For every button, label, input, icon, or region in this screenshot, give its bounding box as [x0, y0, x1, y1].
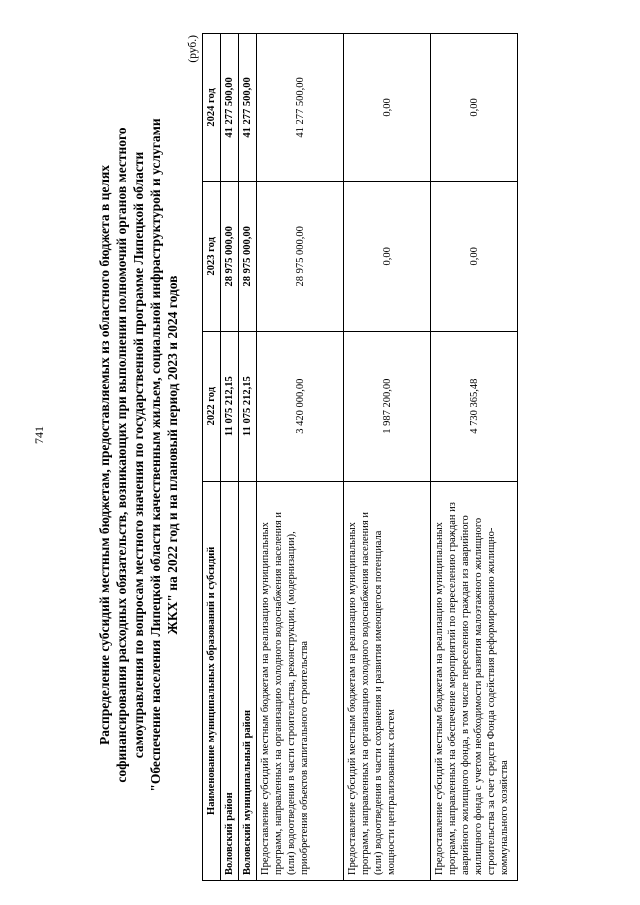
table-row [344, 34, 431, 881]
title-line: ЖКХ" на 2022 год и на плановый период 2023 и 2024 годов [165, 275, 180, 635]
value-2024: 0,00 [431, 34, 518, 182]
header-2023: 2023 год [203, 181, 221, 331]
value-2023: 28 975 000,00 [239, 181, 257, 331]
value-2024: 41 277 500,00 [239, 34, 257, 182]
value-2022: 1 987 200,00 [344, 331, 431, 481]
page-number: 741 [32, 426, 46, 444]
row-name: Воловский муниципальный район [239, 481, 257, 880]
row-name: Воловский район [221, 481, 239, 880]
document-title [96, 35, 181, 875]
unit-label: (руб.) [187, 35, 199, 63]
title-line: софинансирования расходных обязательств, возникающих при выполнении полномочий органов местного [114, 127, 129, 783]
subsidy-table [202, 33, 518, 881]
row-name: Предоставление субсидий местным бюджетам на реализацию муниципальных программ, направленных на организацию холодного водоснабжения населения и (или) водоотведения в части строительства, реконструкции, (модернизации), приобретения объектов капитального строительства [257, 481, 344, 880]
value-2023: 0,00 [344, 181, 431, 331]
table-row [221, 34, 239, 881]
header-2024: 2024 год [203, 34, 221, 182]
value-2023: 28 975 000,00 [221, 181, 239, 331]
row-name: Предоставление субсидий местным бюджетам на реализацию муниципальных программ, направленных на организацию холодного водоснабжения населения и (или) водоотведения в части сохранения и развития имеющегося потенциала мощности централизованных систем [344, 481, 431, 880]
value-2024: 41 277 500,00 [257, 34, 344, 182]
value-2022: 11 075 212,15 [239, 331, 257, 481]
value-2024: 41 277 500,00 [221, 34, 239, 182]
table-row [257, 34, 344, 881]
value-2022: 11 075 212,15 [221, 331, 239, 481]
value-2022: 3 420 000,00 [257, 331, 344, 481]
row-name: Предоставление субсидий местным бюджетам на реализацию муниципальных программ, направленных на обеспечение мероприятий по переселению граждан из аварийного жилищного фонда, в том числе переселению граждан из аварийного жилищного фонда с учетом необходимости развития малоэтажного жилищного строительства за счет средств Фонда содействия реформированию жилищно-коммунального хозяйства [431, 481, 518, 880]
title-line: Распределение субсидий местным бюджетам, предоставляемых из областного бюджета в целях [97, 164, 112, 746]
header-name: Наименование муниципальных образований и субсидий [203, 481, 221, 880]
value-2024: 0,00 [344, 34, 431, 182]
header-2022: 2022 год [203, 331, 221, 481]
value-2023: 28 975 000,00 [257, 181, 344, 331]
value-2022: 4 730 365,48 [431, 331, 518, 481]
table-row [431, 34, 518, 881]
title-line: самоуправления по вопросам местного значения по государственной программе Липецкой области [131, 151, 146, 759]
table-header-row [203, 34, 221, 881]
rotated-document-page [96, 25, 616, 885]
table-row [239, 34, 257, 881]
value-2023: 0,00 [431, 181, 518, 331]
title-line: "Обеспечение населения Липецкой области качественным жильем, социальной инфраструктурой и услугами [148, 118, 163, 792]
